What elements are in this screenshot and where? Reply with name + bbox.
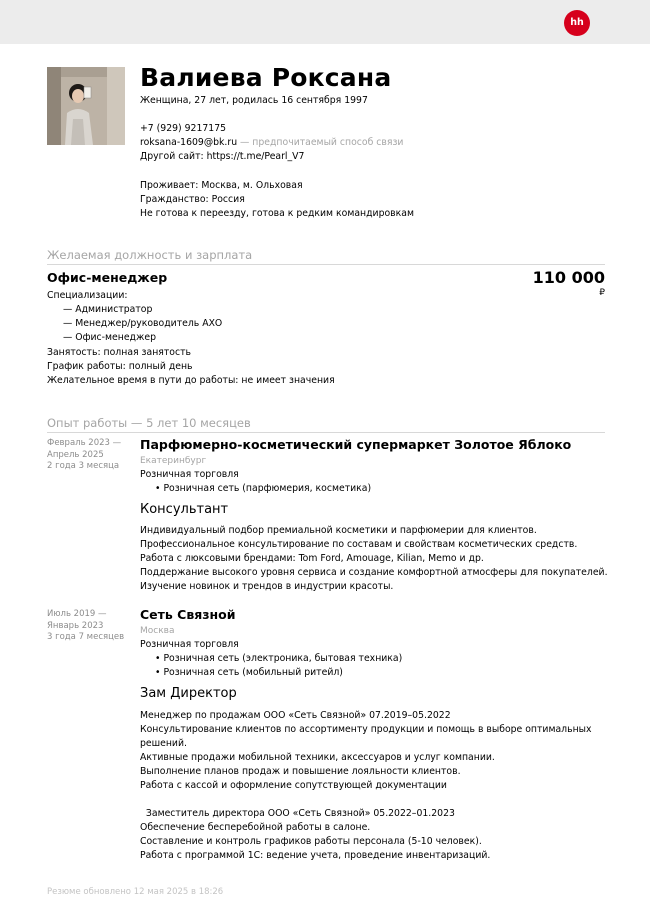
- description-line: Менеджер по продажам ООО «Сеть Связной» 07.2019–05.2022: [140, 710, 451, 721]
- company-name: Сеть Связной: [140, 607, 236, 622]
- description-line: Обеспечение бесперебойной работы в салоне.: [140, 822, 371, 833]
- top-bar: [0, 0, 650, 44]
- job-position: Консультант: [140, 502, 229, 517]
- company-industry: Розничная торговля: [140, 639, 239, 650]
- description-line: Изучение новинок и трендов в индустрии красоты.: [140, 581, 394, 592]
- job-period: [47, 438, 137, 473]
- website[interactable]: Другой сайт: https://t.me/Pearl_V7: [140, 151, 305, 162]
- industry-item: • Розничная сеть (мобильный ритейл): [155, 667, 343, 678]
- specializations-label: Специализации:: [47, 290, 128, 301]
- job-description: [140, 524, 610, 594]
- specialization-item: — Офис-менеджер: [63, 332, 156, 343]
- description-line: Составление и контроль графиков работы персонала (5-10 человек).: [140, 836, 482, 847]
- candidate-name: Валиева Роксана: [140, 63, 392, 92]
- description-line: Активные продажи мобильной техники, аксессуаров и услуг компании.: [140, 752, 495, 763]
- citizenship: Гражданство: Россия: [140, 194, 245, 205]
- description-line: Профессиональное консультирование по составам и свойствам косметических средств.: [140, 539, 578, 550]
- schedule: График работы: полный день: [47, 361, 193, 372]
- desired-section-title: Желаемая должность и зарплата: [47, 248, 605, 265]
- job-period: [47, 609, 137, 644]
- company-name: Парфюмерно-косметический супермаркет Золотое Яблоко: [140, 437, 572, 452]
- hh-logo[interactable]: hh: [564, 10, 590, 36]
- desired-position-title: Офис-менеджер: [47, 270, 168, 285]
- specialization-item: — Администратор: [63, 304, 153, 315]
- description-line: Поддержание высокого уровня сервиса и создание комфортной атмосферы для покупателей.: [140, 567, 608, 578]
- description-line: Работа с люксовыми брендами: Tom Ford, Amouage, Kilian, Memo и др.: [140, 553, 484, 564]
- industry-item: • Розничная сеть (парфюмерия, косметика): [155, 483, 372, 494]
- job-duration: 2 года 3 месяца: [47, 461, 120, 471]
- description-line: Консультирование клиентов по ассортименту продукции и помощь в выборе оптимальных: [140, 724, 592, 735]
- specialization-item: — Менеджер/руководитель АХО: [63, 318, 223, 329]
- description-line: Заместитель директора ООО «Сеть Связной» 05.2022–01.2023: [140, 808, 455, 819]
- relocation: Не готова к переезду, готова к редким командировкам: [140, 208, 414, 219]
- description-line: [140, 793, 610, 807]
- job-period-end: Январь 2023: [47, 620, 104, 631]
- candidate-summary: Женщина, 27 лет, родилась 16 сентября 1997: [140, 95, 368, 106]
- employment: Занятость: полная занятость: [47, 347, 191, 358]
- description-line: Выполнение планов продаж и повышение лояльности клиентов.: [140, 766, 461, 777]
- salary-currency: ₽: [599, 288, 605, 298]
- job-period-start: Февраль 2023 —: [47, 438, 122, 448]
- description-line: Работа с кассой и оформление сопутствующей документации: [140, 780, 447, 791]
- industry-item: • Розничная сеть (электроника, бытовая техника): [155, 653, 403, 664]
- description-line: решений.: [140, 738, 187, 749]
- description-line: Индивидуальный подбор премиальной косметики и парфюмерии для клиентов.: [140, 525, 537, 536]
- resume-updated-note: Резюме обновлено 12 мая 2025 в 18:26: [47, 887, 224, 897]
- company-city: Екатеринбург: [140, 456, 207, 466]
- company-city: Москва: [140, 626, 175, 636]
- company-industry: Розничная торговля: [140, 469, 239, 480]
- email-preferred-note: — предпочитаемый способ связи: [237, 137, 404, 148]
- profile-photo: [47, 67, 125, 145]
- job-duration: 3 года 7 месяцев: [47, 632, 125, 642]
- job-position: Зам Директор: [140, 686, 237, 701]
- job-period-start: Июль 2019 —: [47, 609, 107, 619]
- commute: Желательное время в пути до работы: не имеет значения: [47, 375, 335, 386]
- experience-section-title: Опыт работы — 5 лет 10 месяцев: [47, 416, 605, 433]
- profile-photo-image: [47, 67, 125, 145]
- description-line: Работа с программой 1С: ведение учета, проведение инвентаризаций.: [140, 850, 491, 861]
- job-description: [140, 709, 610, 863]
- email-line: [140, 136, 403, 150]
- phone[interactable]: +7 (929) 9217175: [140, 123, 227, 134]
- email-link[interactable]: roksana-1609@bk.ru: [140, 137, 238, 148]
- job-period-end: Апрель 2025: [47, 449, 104, 460]
- residence: Проживает: Москва, м. Ольховая: [140, 180, 303, 191]
- desired-salary: 110 000: [532, 268, 605, 287]
